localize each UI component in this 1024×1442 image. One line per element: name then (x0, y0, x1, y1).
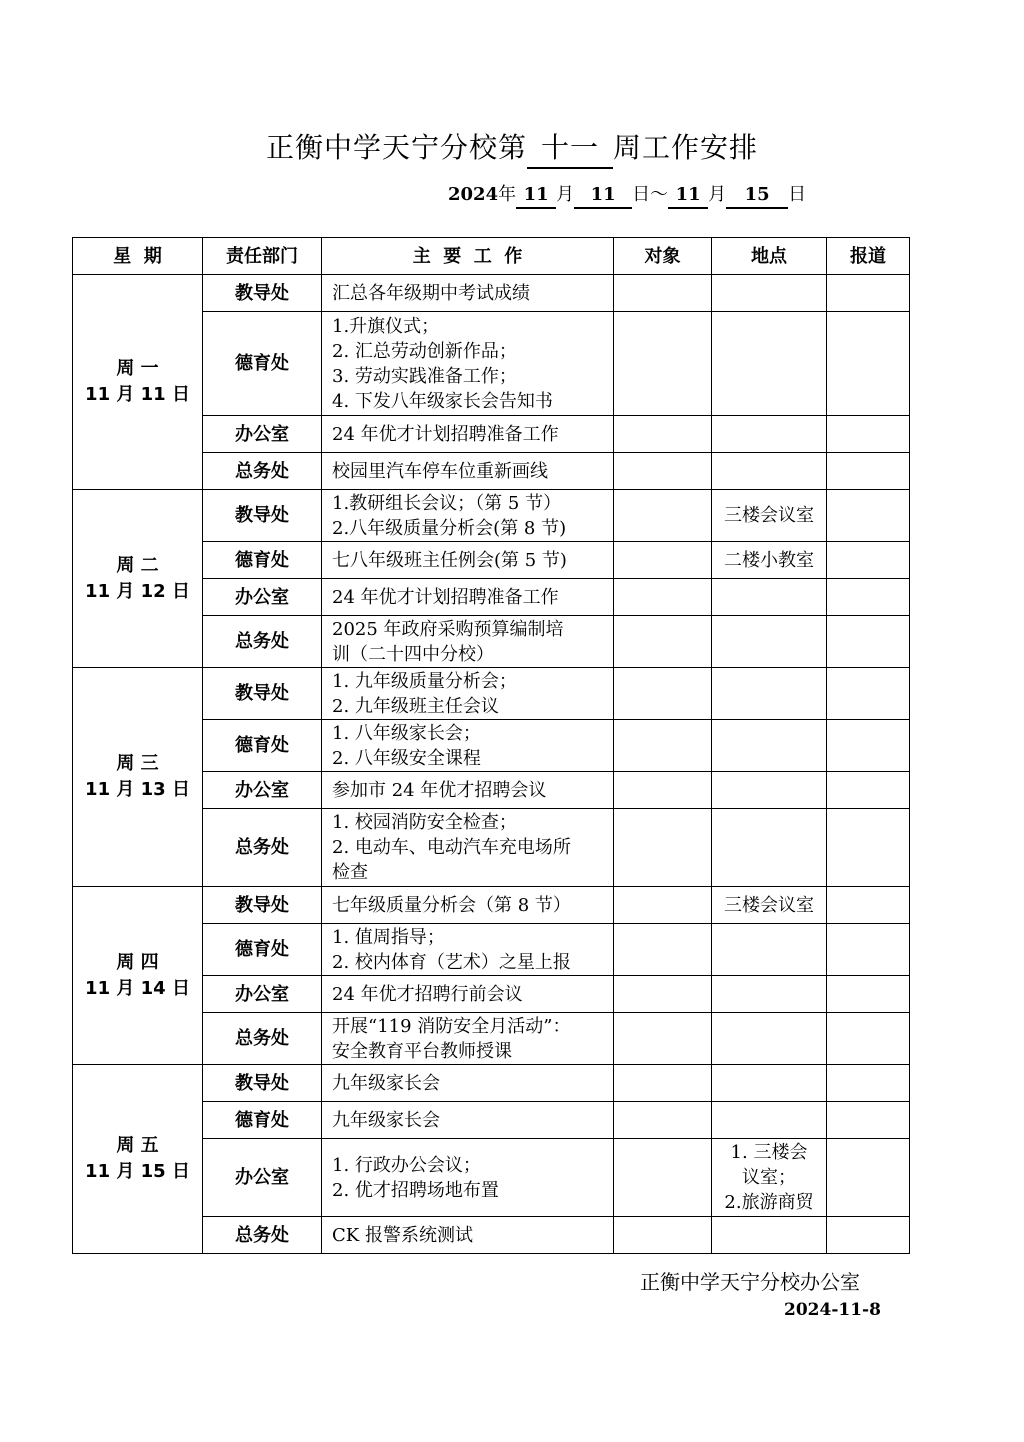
report-cell (827, 1102, 910, 1139)
target-cell (614, 1139, 712, 1217)
target-cell (614, 542, 712, 579)
day-weekday: 周 二 (116, 554, 159, 576)
table-row (73, 490, 910, 542)
report-cell (827, 887, 910, 924)
header-report: 报道 (827, 238, 910, 275)
target-cell (614, 924, 712, 976)
date-end-month: 11 (668, 183, 708, 209)
title-week-number: 十一 (527, 129, 613, 169)
place-cell (712, 772, 827, 809)
work-line: 1. 校园消防安全检查； (332, 812, 517, 833)
report-cell (827, 668, 910, 720)
target-cell (614, 416, 712, 453)
table-row (73, 1065, 910, 1102)
report-cell (827, 1013, 910, 1065)
dept-cell: 德育处 (203, 1102, 322, 1139)
place-cell (712, 887, 827, 924)
work-cell (322, 312, 614, 416)
table-row (73, 275, 910, 312)
work-line: 1.教研组长会议；（第 5 节） (332, 492, 562, 514)
target-cell (614, 887, 712, 924)
header-dept: 责任部门 (203, 238, 322, 275)
dept-cell: 教导处 (203, 668, 322, 720)
target-cell (614, 616, 712, 668)
place-cell (712, 490, 827, 542)
work-line: 参加市 24 年优才招聘会议 (332, 779, 547, 801)
place-cell (712, 1139, 827, 1217)
work-line: 24 年优才计划招聘准备工作 (332, 586, 559, 608)
dept-cell: 办公室 (203, 579, 322, 616)
dept-cell: 教导处 (203, 490, 322, 542)
target-cell (614, 976, 712, 1013)
work-line: 3. 劳动实践准备工作； (332, 365, 517, 387)
report-cell (827, 579, 910, 616)
date-start-month-unit: 月 (556, 184, 575, 205)
work-cell (322, 416, 614, 453)
work-line: 安全教育平台教师授课 (332, 1040, 512, 1062)
place-cell (712, 1217, 827, 1254)
day-date: 11 月 15 日 (85, 1161, 190, 1182)
report-cell (827, 1139, 910, 1217)
work-cell (322, 1217, 614, 1254)
target-cell (614, 490, 712, 542)
place-line: 三楼会议室 (724, 505, 814, 526)
dept-cell: 总务处 (203, 809, 322, 887)
day-cell (73, 1065, 203, 1254)
work-line: 24 年优才招聘行前会议 (332, 983, 523, 1005)
place-cell (712, 976, 827, 1013)
place-cell (712, 720, 827, 772)
day-cell (73, 668, 203, 887)
day-weekday: 周 四 (116, 951, 159, 973)
work-line: 1. 八年级家长会； (332, 722, 481, 744)
report-cell (827, 924, 910, 976)
day-weekday: 周 三 (116, 753, 159, 774)
work-line: 训（二十四中分校） (332, 643, 494, 665)
work-line: 2. 八年级安全课程 (332, 747, 481, 769)
date-year-unit: 年 (498, 184, 517, 205)
day-weekday: 周 一 (116, 358, 159, 379)
day-cell (73, 490, 203, 668)
target-cell (614, 668, 712, 720)
work-line: 2. 优才招聘场地布置 (332, 1179, 499, 1201)
target-cell (614, 809, 712, 887)
target-cell (614, 1102, 712, 1139)
place-cell (712, 924, 827, 976)
place-cell (712, 416, 827, 453)
work-line: 2025 年政府采购预算编制培 (332, 618, 564, 640)
table-row (73, 668, 910, 720)
report-cell (827, 312, 910, 416)
place-cell (712, 542, 827, 579)
work-cell (322, 275, 614, 312)
dept-cell: 教导处 (203, 275, 322, 312)
target-cell (614, 275, 712, 312)
title-prefix: 正衡中学天宁分校第 (265, 131, 527, 164)
work-cell (322, 1013, 614, 1065)
title-suffix: 周工作安排 (613, 131, 759, 164)
dept-cell: 办公室 (203, 1139, 322, 1217)
dept-cell: 德育处 (203, 924, 322, 976)
work-cell (322, 720, 614, 772)
work-cell (322, 616, 614, 668)
place-line: 议室； (742, 1167, 796, 1188)
date-end-day: 15 (726, 183, 788, 209)
place-cell (712, 668, 827, 720)
work-cell (322, 668, 614, 720)
place-cell (712, 616, 827, 668)
work-cell (322, 453, 614, 490)
day-date: 11 月 12 日 (85, 580, 190, 602)
date-start-day: 11 (574, 183, 632, 209)
place-cell (712, 579, 827, 616)
place-line: 三楼会议室 (724, 894, 814, 916)
target-cell (614, 720, 712, 772)
work-line: 2. 校内体育（艺术）之星上报 (332, 951, 571, 973)
header-place: 地点 (712, 238, 827, 275)
place-line: 1. 三楼会 (730, 1142, 808, 1163)
header-day: 星 期 (73, 238, 203, 275)
day-date: 11 月 11 日 (85, 384, 190, 405)
day-date: 11 月 14 日 (85, 977, 190, 999)
dept-cell: 办公室 (203, 416, 322, 453)
work-cell (322, 579, 614, 616)
place-cell (712, 1065, 827, 1102)
work-line: 2.八年级质量分析会(第 8 节) (332, 517, 567, 539)
target-cell (614, 772, 712, 809)
place-cell (712, 809, 827, 887)
dept-cell: 教导处 (203, 887, 322, 924)
work-line: 七年级质量分析会（第 8 节） (332, 894, 571, 916)
report-cell (827, 542, 910, 579)
work-line: 1.升旗仪式； (332, 315, 440, 337)
report-cell (827, 1065, 910, 1102)
report-cell (827, 453, 910, 490)
day-cell (73, 887, 203, 1065)
report-cell (827, 490, 910, 542)
work-line: 九年级家长会 (332, 1109, 440, 1131)
schedule-body (73, 275, 910, 1254)
target-cell (614, 1065, 712, 1102)
place-cell (712, 312, 827, 416)
place-cell (712, 453, 827, 490)
work-cell (322, 976, 614, 1013)
work-line: 七八年级班主任例会(第 5 节) (332, 549, 567, 571)
day-weekday: 周 五 (116, 1135, 159, 1156)
place-cell (712, 1013, 827, 1065)
work-line: 九年级家长会 (332, 1072, 440, 1094)
dept-cell: 总务处 (203, 1013, 322, 1065)
work-line: 检查 (332, 862, 368, 883)
target-cell (614, 579, 712, 616)
footer-organization: 正衡中学天宁分校办公室 (640, 1270, 860, 1294)
day-date: 11 月 13 日 (85, 779, 190, 800)
work-line: 校园里汽车停车位重新画线 (332, 460, 548, 482)
dept-cell: 德育处 (203, 720, 322, 772)
page-title (0, 126, 1024, 169)
dept-cell: 教导处 (203, 1065, 322, 1102)
work-line: 汇总各年级期中考试成绩 (332, 282, 530, 304)
report-cell (827, 416, 910, 453)
date-start-month: 11 (516, 183, 556, 209)
dept-cell: 办公室 (203, 976, 322, 1013)
report-cell (827, 976, 910, 1013)
work-line: 1. 值周指导； (332, 926, 445, 948)
report-cell (827, 772, 910, 809)
report-cell (827, 1217, 910, 1254)
work-line: 2. 汇总劳动创新作品； (332, 340, 517, 362)
footer-date: 2024-11-8 (784, 1300, 881, 1320)
work-line: CK 报警系统测试 (332, 1224, 473, 1246)
place-line: 2.旅游商贸 (724, 1192, 814, 1213)
place-cell (712, 1102, 827, 1139)
header-target: 对象 (614, 238, 712, 275)
report-cell (827, 275, 910, 312)
target-cell (614, 1013, 712, 1065)
work-cell (322, 1065, 614, 1102)
work-line: 1. 行政办公会议； (332, 1154, 481, 1176)
dept-cell: 办公室 (203, 772, 322, 809)
date-year: 2024 (448, 184, 499, 205)
work-cell (322, 809, 614, 887)
place-cell (712, 275, 827, 312)
dept-cell: 德育处 (203, 312, 322, 416)
day-cell (73, 275, 203, 490)
work-cell (322, 490, 614, 542)
work-line: 2. 九年级班主任会议 (332, 695, 499, 717)
work-cell (322, 772, 614, 809)
target-cell (614, 312, 712, 416)
work-line: 2. 电动车、电动汽车充电场所 (332, 837, 571, 858)
date-end-month-unit: 月 (708, 184, 727, 205)
table-row (73, 887, 910, 924)
work-cell (322, 924, 614, 976)
work-cell (322, 887, 614, 924)
report-cell (827, 809, 910, 887)
work-line: 1. 九年级质量分析会； (332, 670, 517, 692)
place-line: 二楼小教室 (724, 549, 814, 571)
work-cell (322, 542, 614, 579)
date-range (448, 180, 806, 209)
date-tilde: 日～ (632, 184, 669, 205)
dept-cell: 总务处 (203, 453, 322, 490)
dept-cell: 德育处 (203, 542, 322, 579)
table-header-row (73, 238, 910, 275)
target-cell (614, 1217, 712, 1254)
report-cell (827, 616, 910, 668)
header-work: 主 要 工 作 (322, 238, 614, 275)
date-end-unit: 日 (788, 184, 807, 205)
report-cell (827, 720, 910, 772)
work-cell (322, 1139, 614, 1217)
dept-cell: 总务处 (203, 616, 322, 668)
dept-cell: 总务处 (203, 1217, 322, 1254)
target-cell (614, 453, 712, 490)
work-line: 4. 下发八年级家长会告知书 (332, 390, 553, 412)
work-cell (322, 1102, 614, 1139)
schedule-table (72, 237, 910, 1254)
work-line: 24 年优才计划招聘准备工作 (332, 423, 559, 445)
work-line: 开展“119 消防安全月活动”： (332, 1015, 571, 1037)
